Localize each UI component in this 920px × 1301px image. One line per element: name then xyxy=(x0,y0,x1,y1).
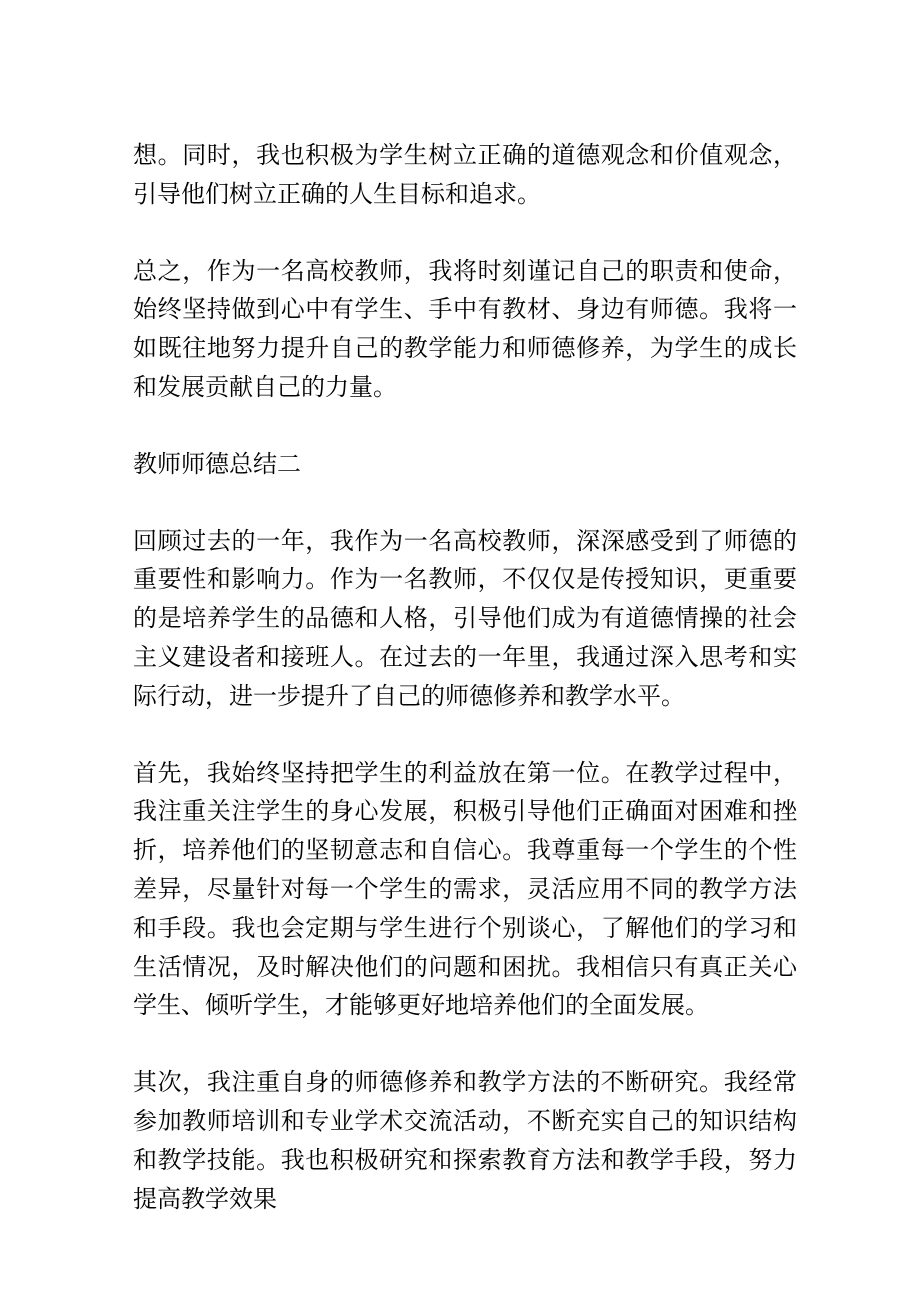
paragraph-5: 其次，我注重自身的师德修养和教学方法的不断研究。我经常参加教师培训和专业学术交流活动，不断充实自己的知识结构和教学技能。我也积极研究和探索教育方法和教学手段，努力提高教学效果 xyxy=(133,1068,797,1213)
paragraph-3: 回顾过去的一年，我作为一名高校教师，深深感受到了师德的重要性和影响力。作为一名教师，不仅仅是传授知识，更重要的是培养学生的品德和人格，引导他们成为有道德情操的社会主义建设者和接班人。在过去的一年里，我通过深入思考和实际行动，进一步提升了自己的师德修养和教学水平。 xyxy=(133,526,797,710)
document-body xyxy=(133,136,797,1256)
paragraph-4: 首先，我始终坚持把学生的利益放在第一位。在教学过程中，我注重关注学生的身心发展，积极引导他们正确面对困难和挫折，培养他们的坚韧意志和自信心。我尊重每一个学生的个性差异，尽量针对每一个学生的需求，灵活应用不同的教学方法和手段。我也会定期与学生进行个别谈心，了解他们的学习和生活情况，及时解决他们的问题和困扰。我相信只有真正关心学生、倾听学生，才能够更好地培养他们的全面发展。 xyxy=(133,758,797,1020)
paragraph-1: 想。同时，我也积极为学生树立正确的道德观念和价值观念，引导他们树立正确的人生目标和追求。 xyxy=(133,141,797,208)
paragraph-2: 总之，作为一名高校教师，我将时刻谨记自己的职责和使命，始终坚持做到心中有学生、手中有教材、身边有师德。我将一如既往地努力提升自己的教学能力和师德修养，为学生的成长和发展贡献自己的力量。 xyxy=(133,256,797,401)
section-heading: 教师师德总结二 xyxy=(133,449,301,478)
